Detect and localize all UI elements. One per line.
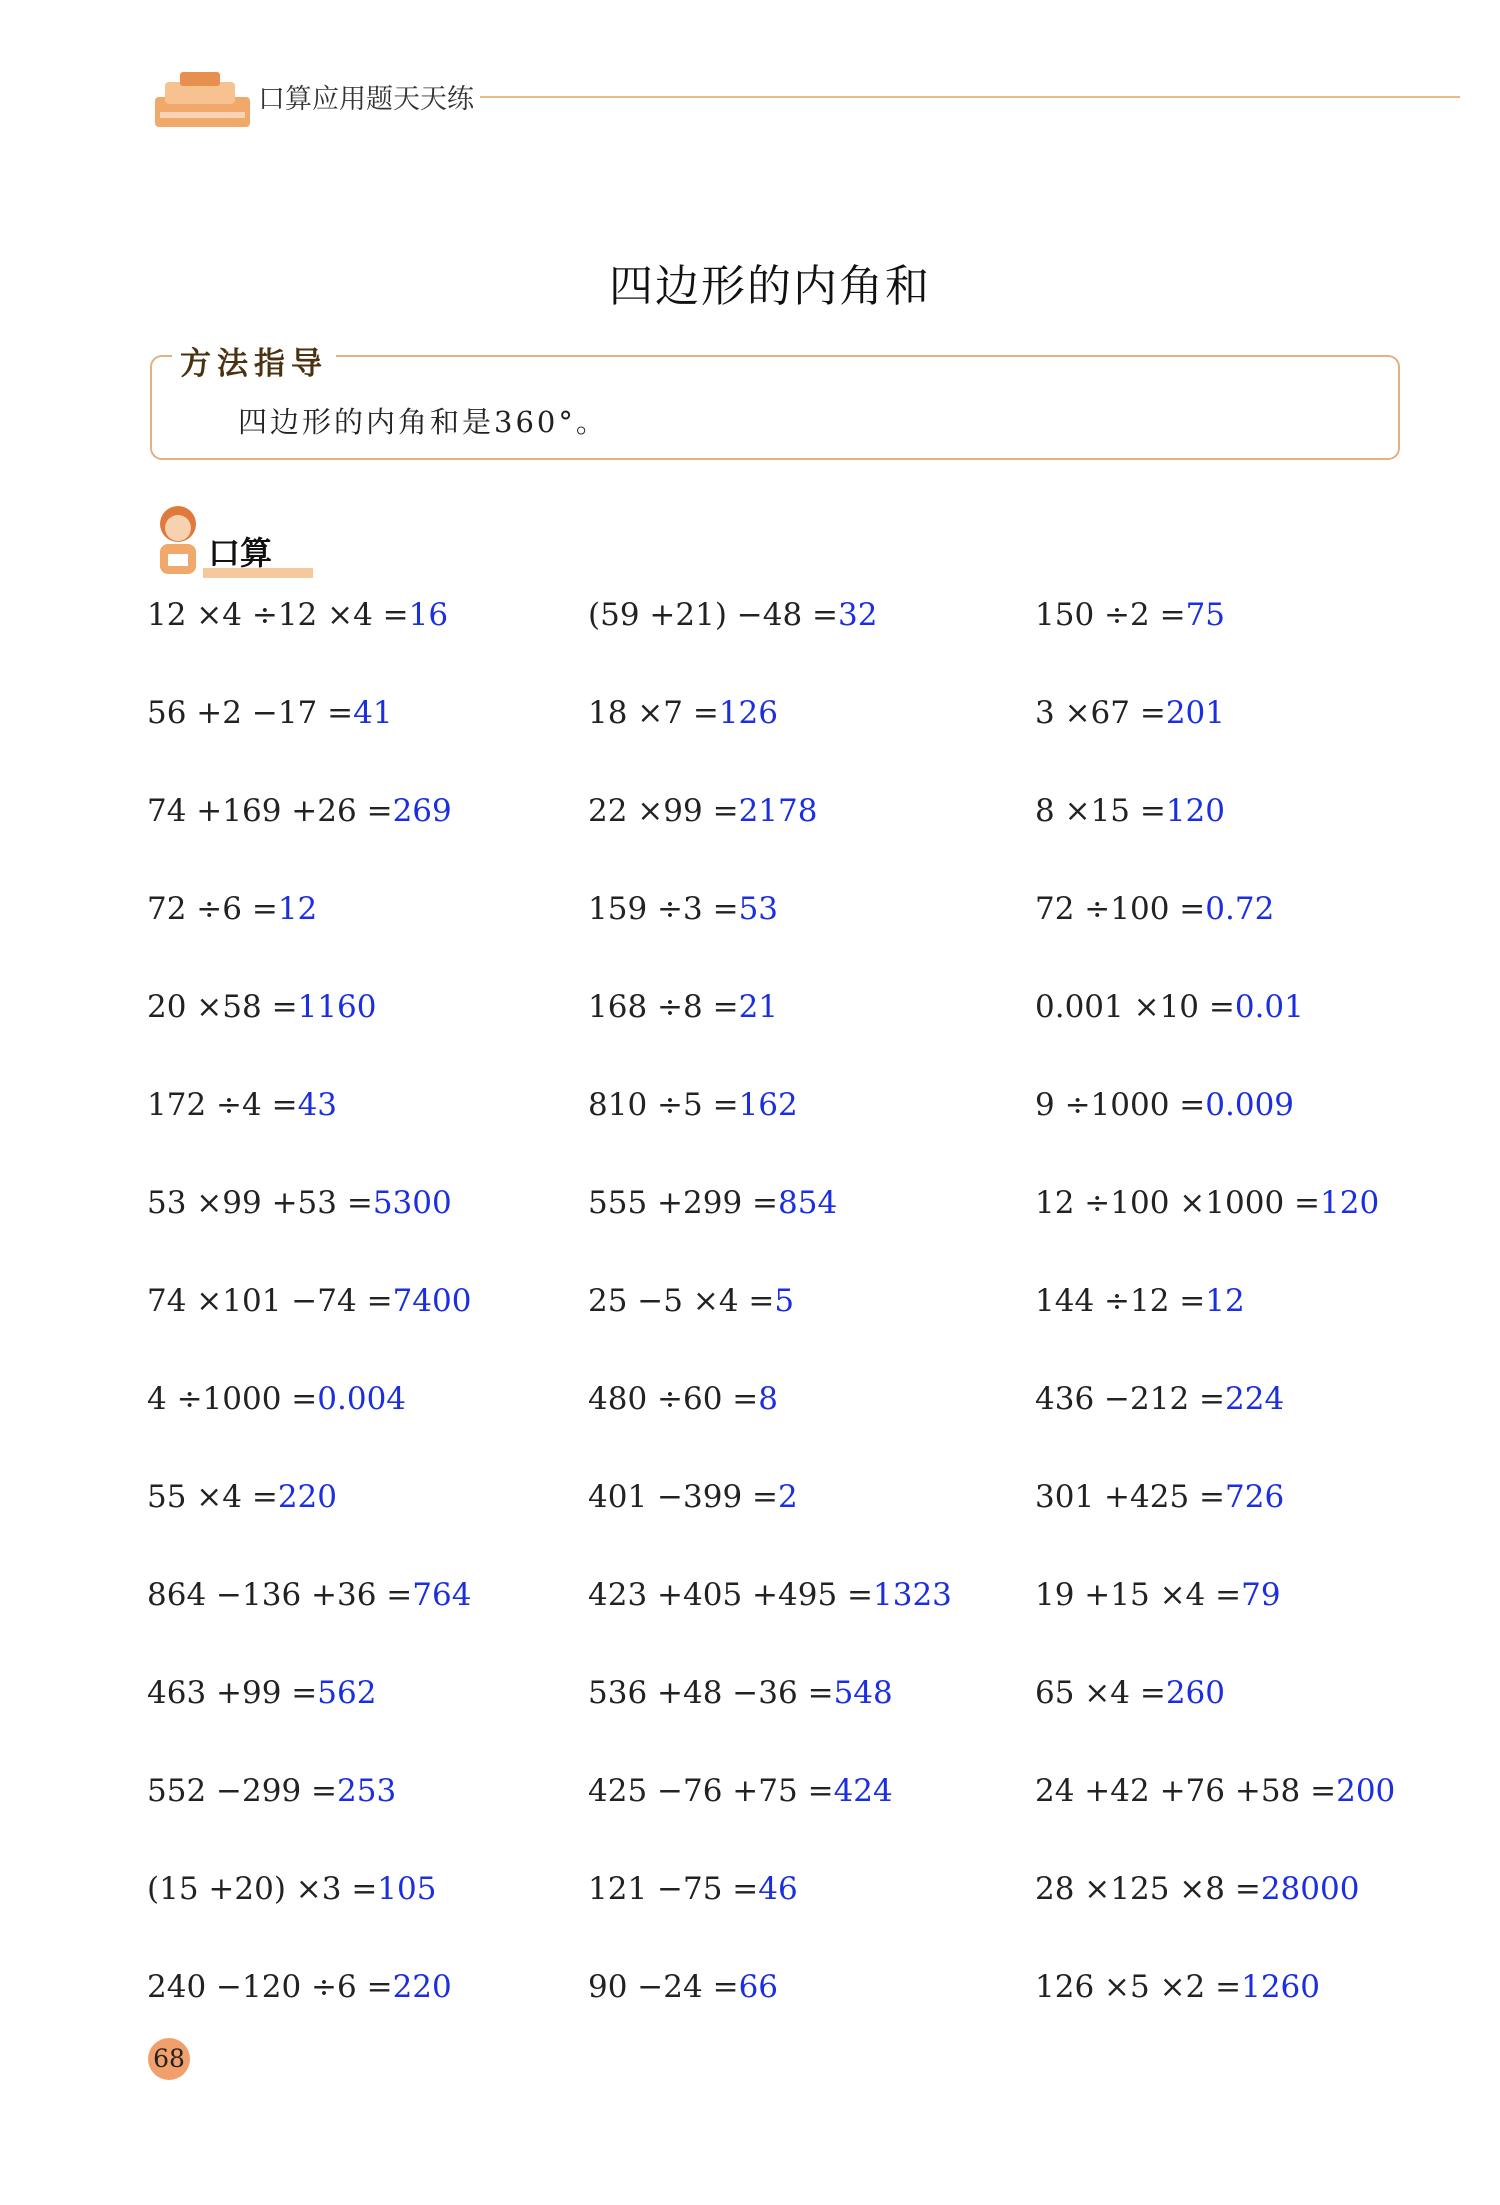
problem-item: 536 +48 −36 =548 — [588, 1675, 893, 1711]
answer: 75 — [1185, 597, 1226, 633]
problem-item: 168 ÷8 =21 — [588, 989, 779, 1025]
problem-item: 72 ÷100 =0.72 — [1035, 891, 1275, 927]
problem-item: 401 −399 =2 — [588, 1479, 798, 1515]
problem-item: 12 ÷100 ×1000 =120 — [1035, 1185, 1380, 1221]
method-label: 方法指导 — [172, 338, 336, 383]
problem-item: 425 −76 +75 =424 — [588, 1773, 893, 1809]
problem-item: 121 −75 =46 — [588, 1871, 798, 1907]
answer: 41 — [353, 695, 393, 731]
answer: 8 — [758, 1381, 779, 1417]
method-text: 四边形的内角和是360°。 — [238, 405, 608, 439]
problem-item: (15 +20) ×3 =105 — [147, 1871, 437, 1907]
answer: 220 — [392, 1969, 452, 2005]
answer: 66 — [738, 1969, 779, 2005]
problem-item: 72 ÷6 =12 — [147, 891, 318, 927]
answer: 220 — [277, 1479, 337, 1515]
answer: 12 — [1205, 1283, 1245, 1319]
answer: 43 — [297, 1087, 338, 1123]
answer: 79 — [1241, 1577, 1281, 1613]
answer: 5 — [774, 1283, 795, 1319]
problem-item: 25 −5 ×4 =5 — [588, 1283, 795, 1319]
problem-item: 55 ×4 =220 — [147, 1479, 337, 1515]
answer: 0.004 — [317, 1381, 407, 1417]
problem-item: 53 ×99 +53 =5300 — [147, 1185, 452, 1221]
answer: 0.01 — [1234, 989, 1304, 1025]
problem-item: (59 +21) −48 =32 — [588, 597, 878, 633]
answer: 1160 — [297, 989, 377, 1025]
problem-item: 301 +425 =726 — [1035, 1479, 1285, 1515]
answer: 16 — [408, 597, 449, 633]
answer: 548 — [833, 1675, 893, 1711]
answer: 764 — [412, 1577, 472, 1613]
problem-item: 552 −299 =253 — [147, 1773, 397, 1809]
problem-item: 144 ÷12 =12 — [1035, 1283, 1245, 1319]
answer: 2 — [778, 1479, 798, 1515]
problem-item: 20 ×58 =1160 — [147, 989, 377, 1025]
problem-item: 90 −24 =66 — [588, 1969, 779, 2005]
answer: 0.009 — [1205, 1087, 1295, 1123]
page-title: 四边形的内角和 — [609, 261, 931, 312]
answer: 120 — [1165, 793, 1225, 829]
problem-item: 8 ×15 =120 — [1035, 793, 1225, 829]
answer: 854 — [778, 1185, 838, 1221]
answer: 105 — [377, 1871, 437, 1907]
answer: 253 — [337, 1773, 397, 1809]
problem-item: 65 ×4 =260 — [1035, 1675, 1225, 1711]
problem-item: 423 +405 +495 =1323 — [588, 1577, 952, 1613]
problem-item: 150 ÷2 =75 — [1035, 597, 1226, 633]
problem-item: 172 ÷4 =43 — [147, 1087, 338, 1123]
problem-item: 56 +2 −17 =41 — [147, 695, 393, 731]
answer: 562 — [317, 1675, 377, 1711]
answer: 32 — [838, 597, 878, 633]
problem-item: 22 ×99 =2178 — [588, 793, 818, 829]
answer: 260 — [1165, 1675, 1225, 1711]
problem-item: 74 +169 +26 =269 — [147, 793, 452, 829]
answer: 224 — [1225, 1381, 1285, 1417]
problem-item: 864 −136 +36 =764 — [147, 1577, 472, 1613]
answer: 162 — [738, 1087, 798, 1123]
problem-item: 810 ÷5 =162 — [588, 1087, 798, 1123]
answer: 269 — [392, 793, 452, 829]
answer: 53 — [738, 891, 779, 927]
problem-item: 159 ÷3 =53 — [588, 891, 779, 927]
answer: 126 — [718, 695, 778, 731]
problem-item: 555 +299 =854 — [588, 1185, 838, 1221]
answer: 1260 — [1241, 1969, 1321, 2005]
answer: 0.72 — [1205, 891, 1275, 927]
answer: 46 — [758, 1871, 798, 1907]
problem-item: 3 ×67 =201 — [1035, 695, 1225, 731]
problem-item: 436 −212 =224 — [1035, 1381, 1285, 1417]
problem-item: 240 −120 ÷6 =220 — [147, 1969, 452, 2005]
problem-item: 74 ×101 −74 =7400 — [147, 1283, 472, 1319]
problem-item: 18 ×7 =126 — [588, 695, 778, 731]
section-label: 口算 — [208, 534, 273, 572]
problem-item: 0.001 ×10 =0.01 — [1035, 989, 1304, 1025]
answer: 7400 — [392, 1283, 472, 1319]
problem-item: 24 +42 +76 +58 =200 — [1035, 1773, 1396, 1809]
answer: 12 — [277, 891, 318, 927]
problem-item: 19 +15 ×4 =79 — [1035, 1577, 1281, 1613]
answer: 424 — [833, 1773, 893, 1809]
answer: 1323 — [873, 1577, 952, 1613]
answer: 201 — [1165, 695, 1225, 731]
answer: 726 — [1225, 1479, 1285, 1515]
problem-item: 9 ÷1000 =0.009 — [1035, 1087, 1295, 1123]
problem-item: 4 ÷1000 =0.004 — [147, 1381, 407, 1417]
header-title: 口算应用题天天练 — [258, 84, 474, 115]
answer: 21 — [738, 989, 779, 1025]
problem-item: 12 ×4 ÷12 ×4 =16 — [147, 597, 449, 633]
answer: 200 — [1336, 1773, 1396, 1809]
answer: 5300 — [372, 1185, 452, 1221]
answer: 2178 — [738, 793, 818, 829]
answer: 28000 — [1260, 1871, 1360, 1907]
problem-item: 463 +99 =562 — [147, 1675, 377, 1711]
problem-item: 480 ÷60 =8 — [588, 1381, 779, 1417]
answer: 120 — [1320, 1185, 1380, 1221]
problem-item: 126 ×5 ×2 =1260 — [1035, 1969, 1321, 2005]
problem-item: 28 ×125 ×8 =28000 — [1035, 1871, 1360, 1907]
page-number: 68 — [148, 2038, 190, 2080]
